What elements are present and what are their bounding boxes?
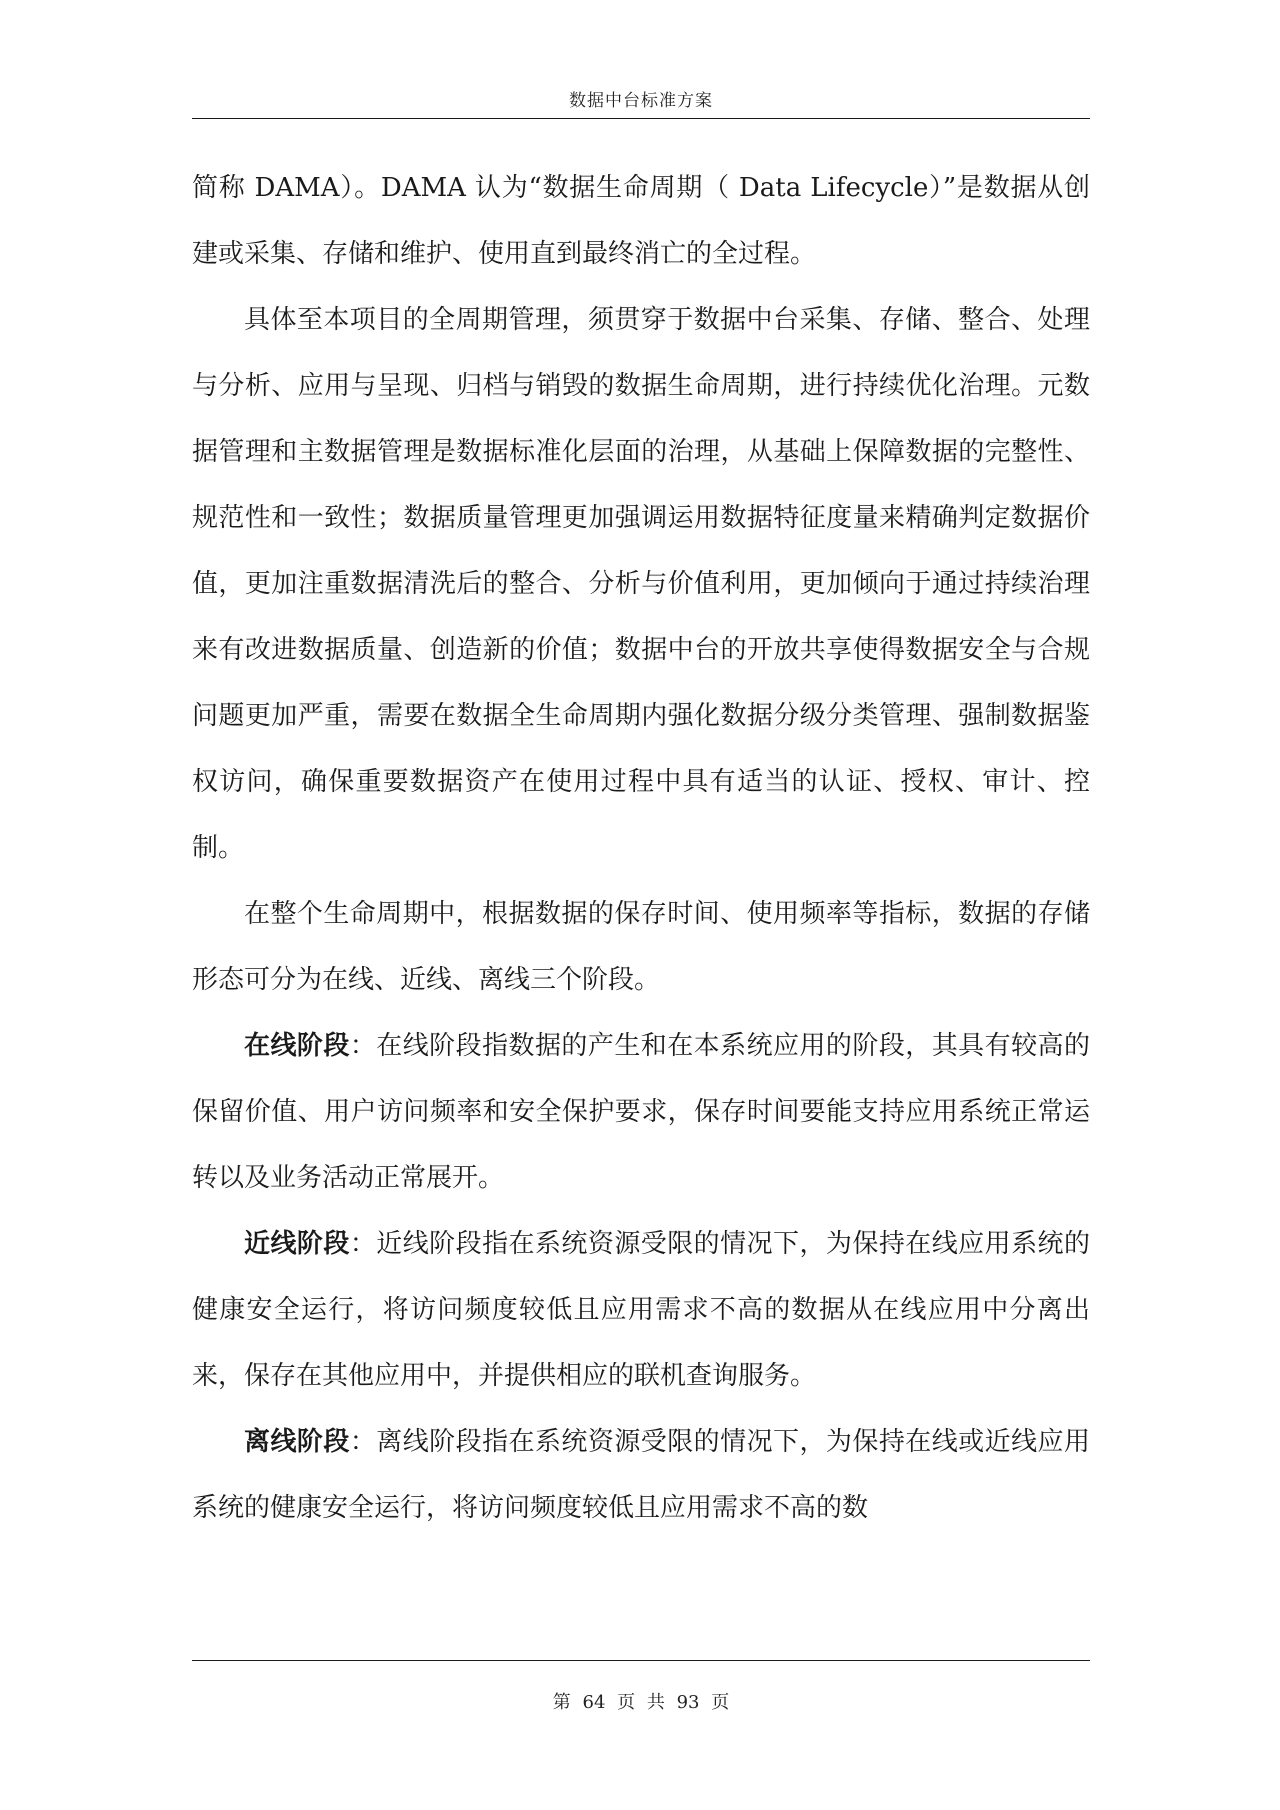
online-stage-label: 在线阶段 xyxy=(244,1031,350,1061)
paragraph-online-stage xyxy=(192,1013,1090,1211)
paragraph-nearline-stage xyxy=(192,1211,1090,1409)
page-header-title: 数据中台标准方案 xyxy=(569,91,713,111)
footer-divider xyxy=(192,1660,1090,1661)
document-body xyxy=(192,155,1090,1541)
paragraph-text: 具体至本项目的全周期管理，须贯穿于数据中台采集、存储、整合、处理与分析、应用与呈现、归档与销毁的数据生命周期，进行持续优化治理。元数据管理和主数据管理是数据标准化层面的治理，从基础上保障数据的完整性、规范性和一致性；数据质量管理更加强调运用数据特征度量来精确判定数据价值，更加注重数据清洗后的整合、分析与价值利用，更加倾向于通过持续治理来有改进数据质量、创造新的价值；数据中台的开放共享使得数据安全与合规问题更加严重，需要在数据全生命周期内强化数据分级分类管理、强制数据鉴权访问，确保重要数据资产在使用过程中具有适当的认证、授权、审计、控制。 xyxy=(192,305,1090,863)
paragraph-offline-stage xyxy=(192,1409,1090,1541)
paragraph-text: 在整个生命周期中，根据数据的保存时间、使用频率等指标，数据的存储形态可分为在线、近线、离线三个阶段。 xyxy=(192,899,1090,995)
offline-stage-label: 离线阶段 xyxy=(244,1427,350,1457)
paragraph-text: ：近线阶段指在系统资源受限的情况下，为保持在线应用系统的健康安全运行，将访问频度较低且应用需求不高的数据从在线应用中分离出来，保存在其他应用中，并提供相应的联机查询服务。 xyxy=(192,1229,1090,1391)
paragraph-storage-stages xyxy=(192,881,1090,1013)
paragraph-dama-definition xyxy=(192,155,1090,287)
paragraph-text: ：在线阶段指数据的产生和在本系统应用的阶段，其具有较高的保留价值、用户访问频率和安全保护要求，保存时间要能支持应用系统正常运转以及业务活动正常展开。 xyxy=(192,1031,1090,1193)
header-divider xyxy=(192,118,1090,119)
page-number: 第 64 页 共 93 页 xyxy=(552,1692,730,1713)
nearline-stage-label: 近线阶段 xyxy=(244,1229,350,1259)
paragraph-lifecycle-management xyxy=(192,287,1090,881)
paragraph-text: ：离线阶段指在系统资源受限的情况下，为保持在线或近线应用系统的健康安全运行，将访问频度较低且应用需求不高的数 xyxy=(192,1427,1090,1523)
paragraph-text: 简称 DAMA）。DAMA 认为“数据生命周期（ Data Lifecycle）”是数据从创建或采集、存储和维护、使用直到最终消亡的全过程。 xyxy=(192,173,1090,269)
